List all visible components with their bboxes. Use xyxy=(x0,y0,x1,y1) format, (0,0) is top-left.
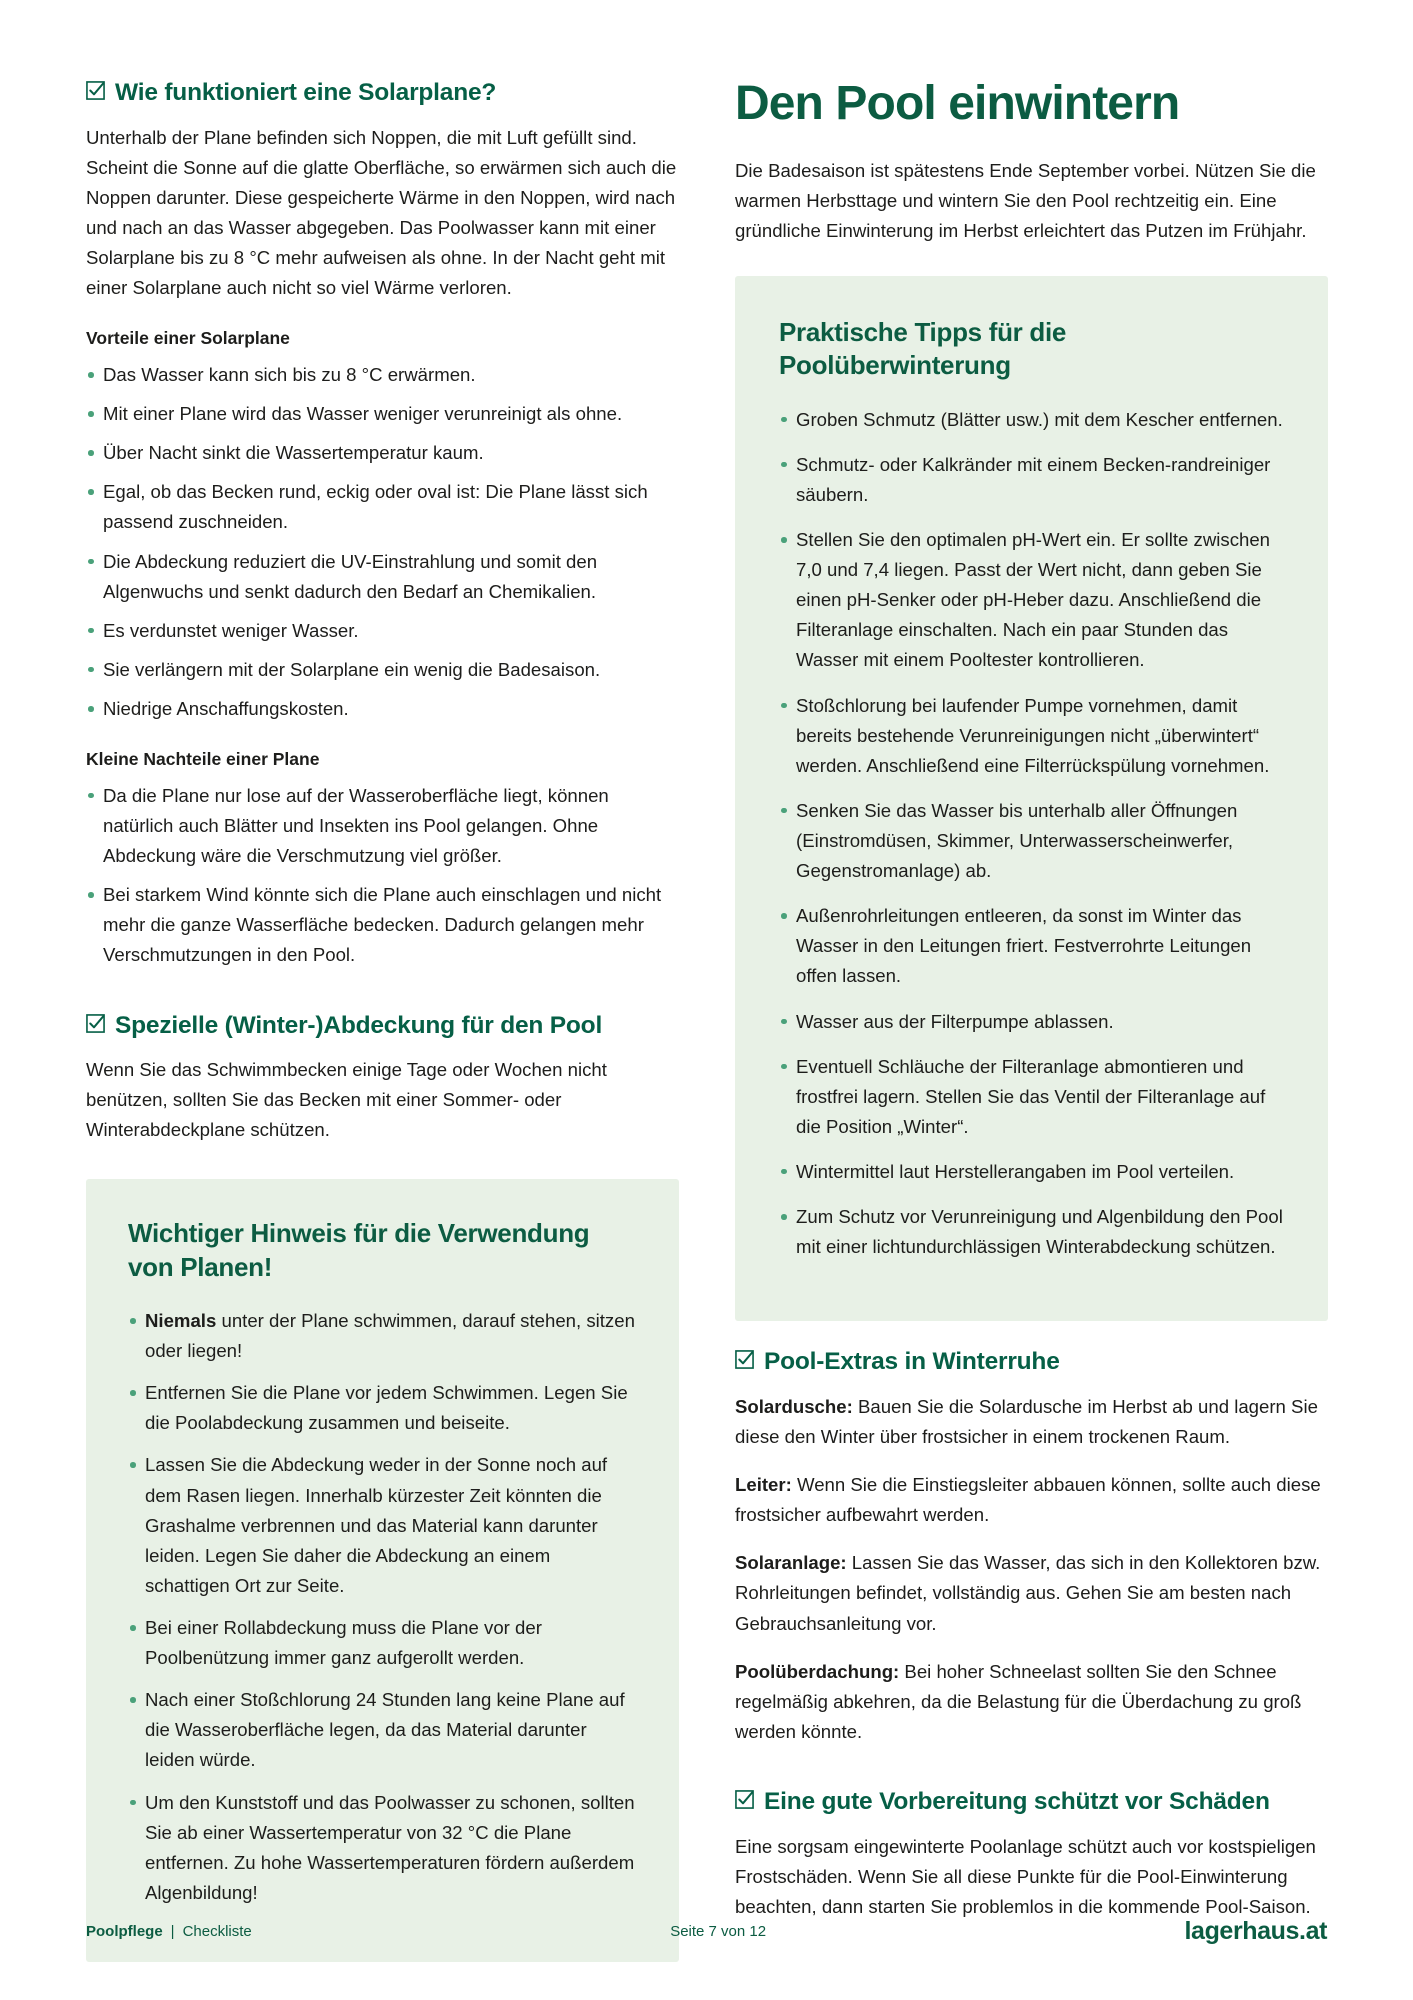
extras-paragraph-solardusche xyxy=(735,1392,1328,1452)
list-item-lead: Niemals xyxy=(145,1310,217,1332)
extras-paragraph-solaranlage xyxy=(735,1548,1328,1638)
list-item: Niedrige Anschaffungskosten. xyxy=(86,694,679,724)
list-item: Wasser aus der Filterpumpe ablassen. xyxy=(779,1007,1284,1037)
section-heading-text: Eine gute Vorbereitung schützt vor Schäden xyxy=(764,1788,1270,1816)
footer-brand-logo: lagerhaus.at xyxy=(1184,1917,1327,1945)
list-item: Egal, ob das Becken rund, eckig oder oval ist: Die Plane lässt sich passend zuschneiden. xyxy=(86,477,679,537)
section-heading-winterabdeckung xyxy=(86,1011,679,1042)
section-heading-text: Wie funktioniert eine Solarplane? xyxy=(115,79,497,106)
spacer xyxy=(86,971,679,1011)
footer-doc-type: Checkliste xyxy=(182,1923,252,1940)
list-item: Groben Schmutz (Blätter usw.) mit dem Kescher entfernen. xyxy=(779,405,1284,435)
footer-topic: Poolpflege xyxy=(86,1923,163,1940)
list-item: Mit einer Plane wird das Wasser weniger verunreinigt als ohne. xyxy=(86,399,679,429)
paragraph-text: Wenn Sie die Einstiegsleiter abbauen können, sollte auch diese frostsicher aufbewahrt werden. xyxy=(735,1474,1321,1526)
extras-paragraph-poolueberdachung xyxy=(735,1657,1328,1747)
subheading-nachteile: Kleine Nachteile einer Plane xyxy=(86,749,320,770)
list-item: Bei starkem Wind könnte sich die Plane auch einschlagen und nicht mehr die ganze Wasserfläche bedecken. Dadurch gelangen mehr Verschmutzungen in den Pool. xyxy=(86,880,679,970)
list-item: Nach einer Stoßchlorung 24 Stunden lang keine Plane auf die Wasseroberfläche legen, da das Material darunter leiden würde. xyxy=(128,1685,637,1775)
list-item xyxy=(128,1306,637,1366)
winterabdeckung-paragraph: Wenn Sie das Schwimmbecken einige Tage oder Wochen nicht benützen, sollten Sie das Becken mit einer Sommer- oder Winterabdeckplane schützen. xyxy=(86,1059,607,1141)
checkbox-checked-icon xyxy=(735,1350,754,1369)
paragraph-text: Lassen Sie das Wasser, das sich in den Kollektoren bzw. Rohrleitungen befindet, vollständig aus. Gehen Sie am besten nach Gebrauchsanleitung vor. xyxy=(735,1552,1321,1634)
list-item: Außenrohrleitungen entleeren, da sonst im Winter das Wasser in den Leitungen friert. Festverrohrte Leitungen offen lassen. xyxy=(779,901,1284,991)
list-item: Die Abdeckung reduziert die UV-Einstrahlung und somit den Algenwuchs und senkt dadurch den Bedarf an Chemikalien. xyxy=(86,547,679,607)
hinweis-list xyxy=(128,1306,637,1908)
section-heading-text: Spezielle (Winter-)Abdeckung für den Pool xyxy=(115,1011,603,1039)
panel-title: Praktische Tipps für die Poolüberwinterung xyxy=(779,317,1067,381)
spacer xyxy=(735,1321,1328,1347)
paragraph-lead: Poolüberdachung: xyxy=(735,1660,900,1682)
disadvantages-list xyxy=(86,781,679,971)
paragraph-text: Bauen Sie die Solardusche im Herbst ab und lagern Sie diese den Winter über frostsicher in einem trockenen Raum. xyxy=(735,1395,1318,1448)
list-item: Senken Sie das Wasser bis unterhalb aller Öffnungen (Einstromdüsen, Skimmer, Unterwasserscheinwerfer, Gegenstromanlage) ab. xyxy=(779,796,1284,886)
vorbereitung-paragraph: Eine sorgsam eingewinterte Poolanlage schützt auch vor kostspieligen Frostschäden. Wenn Sie all diese Punkte für die Pool-Einwinterung beachten, dann starten Sie problemlos in die kommende Pool-Saison. xyxy=(735,1835,1316,1917)
two-column-layout xyxy=(86,78,1328,1962)
paragraph-lead: Solaranlage: xyxy=(735,1552,847,1574)
list-item: Sie verlängern mit der Solarplane ein wenig die Badesaison. xyxy=(86,655,679,685)
footer-breadcrumb xyxy=(86,1923,252,1940)
paragraph-lead: Leiter: xyxy=(735,1474,792,1496)
list-item: Es verdunstet weniger Wasser. xyxy=(86,616,679,646)
list-item: Da die Plane nur lose auf der Wasseroberfläche liegt, können natürlich auch Blätter und Insekten ins Pool gelangen. Ohne Abdeckung wäre die Verschmutzung viel größer. xyxy=(86,781,679,871)
panel-wichtiger-hinweis xyxy=(86,1179,679,1962)
right-column xyxy=(735,78,1328,1962)
list-item: Stoßchlorung bei laufender Pumpe vornehmen, damit bereits bestehende Verunreinigungen nicht „überwintert“ werden. Anschließend eine Filterrückspülung vornehmen. xyxy=(779,691,1284,781)
solarplane-intro-paragraph: Unterhalb der Plane befinden sich Noppen, die mit Luft gefüllt sind. Scheint die Sonne auf die glatte Oberfläche, so erwärmen sich auch die Noppen darunter. Diese gespeicherte Wärme in den Noppen, wird nach und nach an das Wasser abgegeben. Das Poolwasser kann mit einer Solarplane bis zu 8 °C mehr aufweisen als ohne. In der Nacht geht mit einer Solarplane auch nicht so viel Wärme verloren. xyxy=(86,126,677,299)
checkbox-checked-icon xyxy=(86,81,105,100)
panel-title: Wichtiger Hinweis für die Verwendung von Planen! xyxy=(128,1218,590,1282)
tipps-list xyxy=(779,405,1284,1263)
checkbox-checked-icon xyxy=(735,1790,754,1809)
section-heading-vorbereitung xyxy=(735,1787,1328,1818)
advantages-list xyxy=(86,360,679,724)
checkbox-checked-icon xyxy=(86,1014,105,1033)
page-title: Den Pool einwintern xyxy=(735,77,1180,130)
list-item: Das Wasser kann sich bis zu 8 °C erwärmen. xyxy=(86,360,679,390)
footer-page-number: Seite 7 von 12 xyxy=(670,1923,767,1940)
einwintern-intro-paragraph: Die Badesaison ist spätestens Ende September vorbei. Nützen Sie die warmen Herbsttage und wintern Sie den Pool rechtzeitig ein. Eine gründliche Einwinterung im Herbst erleichtert das Putzen im Frühjahr. xyxy=(735,159,1316,242)
section-heading-pool-extras xyxy=(735,1347,1328,1378)
list-item: Schmutz- oder Kalkränder mit einem Becken-randreiniger säubern. xyxy=(779,450,1284,510)
page-footer xyxy=(86,1917,1327,1946)
paragraph-text: Bei hoher Schneelast sollten Sie den Schnee regelmäßig abkehren, da die Belastung für die Überdachung zu groß werden könnte. xyxy=(735,1660,1302,1742)
list-item-text: unter der Plane schwimmen, darauf stehen, sitzen oder liegen! xyxy=(145,1310,635,1362)
list-item: Zum Schutz vor Verunreinigung und Algenbildung den Pool mit einer lichtundurchlässigen Winterabdeckung schützen. xyxy=(779,1202,1284,1262)
subheading-vorteile: Vorteile einer Solarplane xyxy=(86,328,290,349)
paragraph-lead: Solardusche: xyxy=(735,1395,853,1417)
list-item: Bei einer Rollabdeckung muss die Plane vor der Poolbenützung immer ganz aufgerollt werden. xyxy=(128,1613,637,1673)
list-item: Um den Kunststoff und das Poolwasser zu schonen, sollten Sie ab einer Wassertemperatur von 32 °C die Plane entfernen. Zu hohe Wassertemperaturen fördern außerdem Algenbildung! xyxy=(128,1788,637,1908)
list-item: Wintermittel laut Herstellerangaben im Pool verteilen. xyxy=(779,1157,1284,1187)
left-column xyxy=(86,78,679,1962)
section-heading-solarplane xyxy=(86,78,679,109)
spacer xyxy=(735,1747,1328,1787)
list-item: Lassen Sie die Abdeckung weder in der Sonne noch auf dem Rasen liegen. Innerhalb kürzester Zeit könnten die Grashalme verbrennen und das Material kann darunter leiden. Legen Sie daher die Abdeckung an einem schattigen Ort zur Seite. xyxy=(128,1450,637,1601)
panel-praktische-tipps xyxy=(735,276,1328,1321)
list-item: Eventuell Schläuche der Filteranlage abmontieren und frostfrei lagern. Stellen Sie das Ventil der Filteranlage auf die Position „Winter“. xyxy=(779,1052,1284,1142)
list-item: Über Nacht sinkt die Wassertemperatur kaum. xyxy=(86,438,679,468)
list-item: Entfernen Sie die Plane vor jedem Schwimmen. Legen Sie die Poolabdeckung zusammen und beiseite. xyxy=(128,1378,637,1438)
footer-divider: | xyxy=(170,1923,175,1940)
section-heading-text: Pool-Extras in Winterruhe xyxy=(764,1348,1060,1376)
list-item: Stellen Sie den optimalen pH-Wert ein. Er sollte zwischen 7,0 und 7,4 liegen. Passt der Wert nicht, dann geben Sie einen pH-Senker oder pH-Heber dazu. Anschließend die Filteranlage einschalten. Nach ein paar Stunden das Wasser mit einem Pooltester kontrollieren. xyxy=(779,525,1284,676)
extras-paragraph-leiter xyxy=(735,1470,1328,1530)
